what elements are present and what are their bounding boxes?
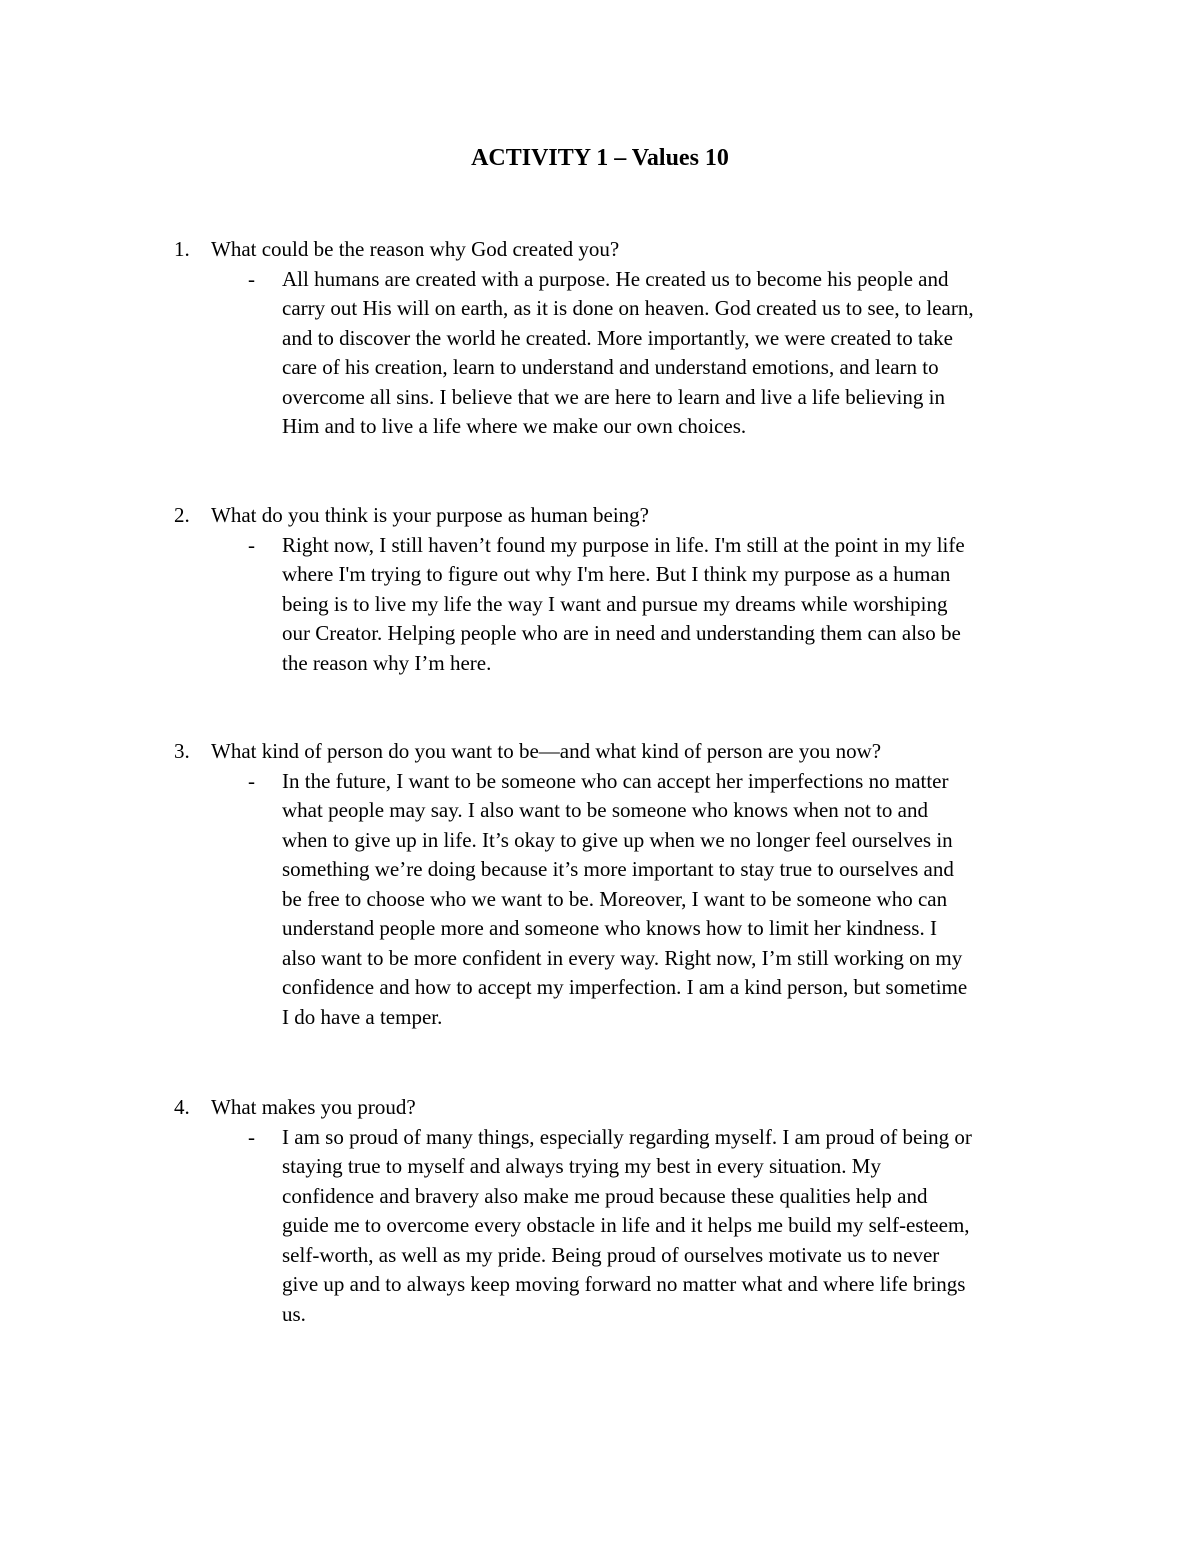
- bullet-dash: -: [248, 532, 255, 557]
- answer-line: I am so proud of many things, especially regarding myself. I am proud of being or: [282, 1124, 972, 1149]
- bullet-dash: -: [248, 768, 255, 793]
- answer-line: be free to choose who we want to be. Moreover, I want to be someone who can: [282, 886, 948, 911]
- answer-text: [282, 531, 1082, 679]
- question-number: 1.: [174, 237, 190, 261]
- answer-line: overcome all sins. I believe that we are here to learn and live a life believing in: [282, 384, 945, 409]
- answer-line: staying true to myself and always trying my best in every situation. My: [282, 1154, 881, 1178]
- question-number: 4.: [174, 1095, 190, 1119]
- answer-line: carry out His will on earth, as it is done on heaven. God created us to see, to learn,: [282, 296, 974, 320]
- question-text: What kind of person do you want to be—and what kind of person are you now?: [211, 739, 882, 763]
- answer-line: the reason why I’m here.: [282, 650, 492, 675]
- answer-text: [282, 265, 1082, 442]
- answer-line: understand people more and someone who knows how to limit her kindness. I: [282, 916, 937, 940]
- answer-line: something we’re doing because it’s more important to stay true to ourselves and: [282, 857, 954, 881]
- bullet-dash: -: [248, 1124, 255, 1149]
- answer-line: self-worth, as well as my pride. Being proud of ourselves motivate us to never: [282, 1242, 940, 1267]
- question-number: 2.: [174, 503, 190, 527]
- answer-line: and to discover the world he created. More importantly, we were created to take: [282, 325, 953, 350]
- answer-line: In the future, I want to be someone who can accept her imperfections no matter: [282, 768, 949, 793]
- answer-line: being is to live my life the way I want and pursue my dreams while worshiping: [282, 591, 948, 616]
- answer-line: All humans are created with a purpose. He created us to become his people and: [282, 266, 949, 291]
- answer-text: [282, 1123, 1082, 1330]
- answer-line: give up and to always keep moving forward no matter what and where life brings: [282, 1272, 966, 1296]
- answer-line: when to give up in life. It’s okay to give up when we no longer feel ourselves in: [282, 827, 953, 852]
- question-text: What makes you proud?: [211, 1095, 416, 1119]
- answer-line: our Creator. Helping people who are in need and understanding them can also be: [282, 621, 961, 645]
- answer-line: Right now, I still haven’t found my purpose in life. I'm still at the point in my life: [282, 532, 965, 557]
- answer-line: us.: [282, 1301, 306, 1326]
- answer-line: also want to be more confident in every way. Right now, I’m still working on my: [282, 945, 963, 970]
- answer-line: where I'm trying to figure out why I'm here. But I think my purpose as a human: [282, 562, 951, 586]
- answer-line: care of his creation, learn to understand and understand emotions, and learn to: [282, 355, 939, 379]
- document-title: ACTIVITY 1 – Values 10: [471, 145, 729, 171]
- question-text: What could be the reason why God created you?: [211, 237, 620, 261]
- answer-line: guide me to overcome every obstacle in life and it helps me build my self-esteem,: [282, 1213, 970, 1237]
- answer-line: confidence and bravery also make me proud because these qualities help and: [282, 1183, 928, 1208]
- question-text: What do you think is your purpose as human being?: [211, 503, 650, 527]
- answer-line: what people may say. I also want to be someone who knows when not to and: [282, 798, 929, 822]
- answer-line: Him and to live a life where we make our own choices.: [282, 414, 747, 438]
- question-number: 3.: [174, 739, 190, 763]
- answer-line: confidence and how to accept my imperfection. I am a kind person, but sometime: [282, 975, 968, 999]
- bullet-dash: -: [248, 266, 255, 291]
- answer-line: I do have a temper.: [282, 1004, 443, 1029]
- answer-text: [282, 767, 1082, 1033]
